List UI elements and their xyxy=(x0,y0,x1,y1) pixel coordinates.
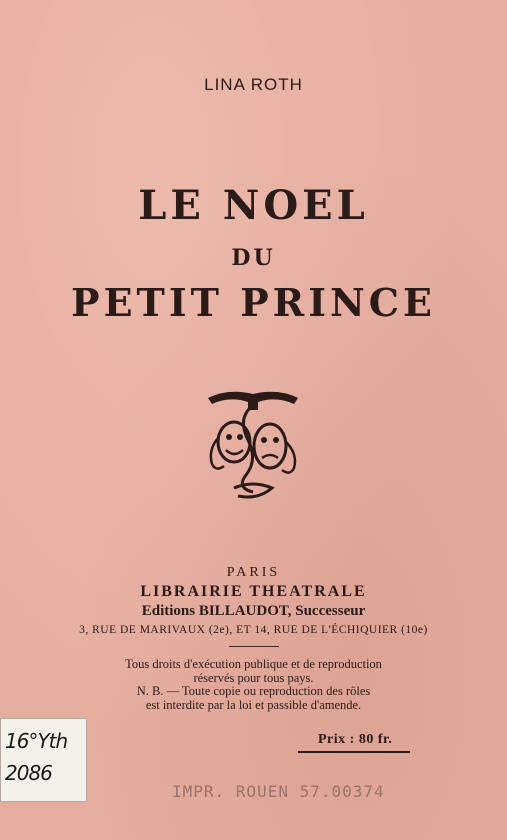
author-name: LINA ROTH xyxy=(204,75,303,94)
publisher-name: LIBRAIRIE THEATRALE xyxy=(140,583,367,600)
nb-line-1: N. B. — Toute copie ou reproduction des rôles xyxy=(136,684,371,698)
printer-stamp: IMPR. ROUEN 57.00374 xyxy=(172,782,385,801)
call-number-line-2: 2086 xyxy=(5,761,52,785)
publisher-city: PARIS xyxy=(226,565,281,580)
price-label: Prix : 80 fr. xyxy=(318,732,393,747)
rights-notice xyxy=(0,657,507,685)
title-line-1: LE NOEL xyxy=(138,182,369,229)
publisher-editions: Editions BILLAUDOT, Successeur xyxy=(141,603,366,619)
publisher-address: 3, RUE DE MARIVAUX (2e), ET 14, RUE DE L'ÉCHIQUIER (10e) xyxy=(79,624,428,636)
rights-line-1: Tous droits d'exécution publique et de reproduction xyxy=(125,657,382,671)
nb-line-2: est interdite par la loi et passible d'amende. xyxy=(145,698,362,712)
title-line-3: PETIT PRINCE xyxy=(71,280,436,325)
separator-rule xyxy=(229,646,279,647)
price-underline xyxy=(298,751,410,753)
theatre-masks-monogram-icon xyxy=(198,380,308,505)
title-line-2: DU xyxy=(231,245,276,271)
call-number-line-1: 16°Yth xyxy=(5,729,68,753)
nb-notice xyxy=(0,684,507,712)
rights-line-2: réservés pour tous pays. xyxy=(193,671,314,685)
library-call-number-label xyxy=(0,718,87,802)
